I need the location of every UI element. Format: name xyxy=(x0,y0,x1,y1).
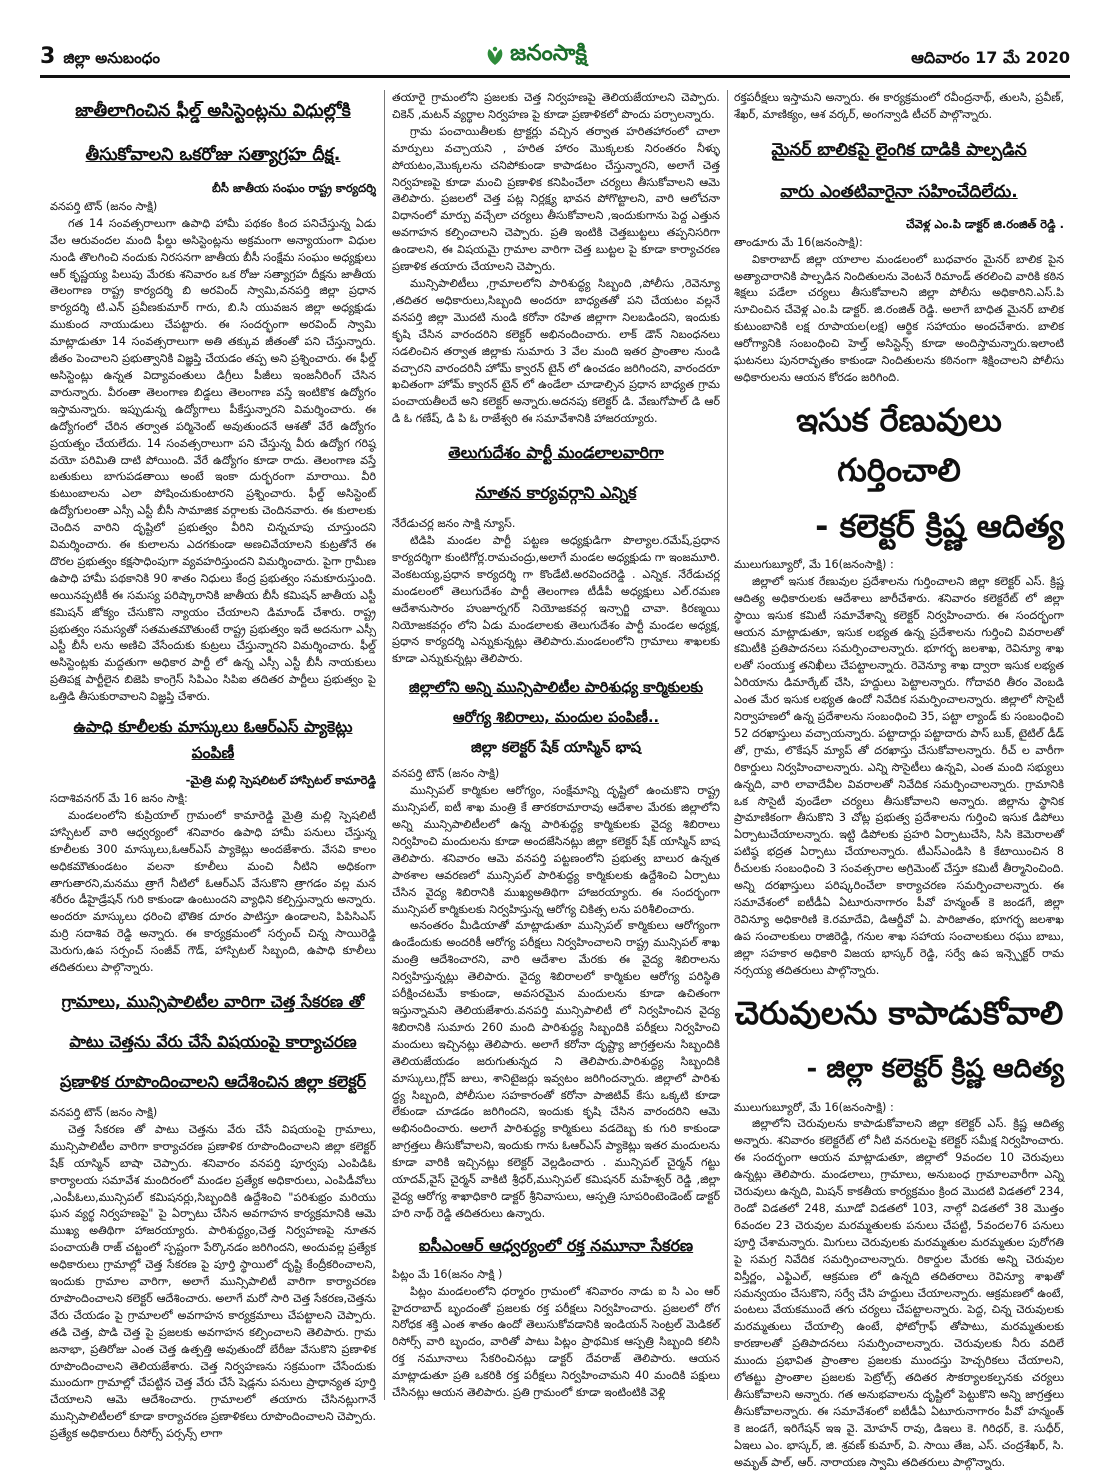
article-body: గ్రామ పంచాయితీలకు ట్రాక్టర్లు వచ్చిన తర్వాత హరితహారంలో చాలా మార్పులు వచ్చాయని , హరిత హారం మొక్కలకు నిరంతరం నీళ్ళు పోయటం,మొక్కలను చనిపోకుండా కాపాడటం చేస్తున్నారని, అలాగే చెత్త నిర్వహణపై కూడా మంచి ప్రణాళిక కనిపించేలా చర్యలు తీసుకోవాలని ఆమె తెలిపారు. ప్రజలలో చెత్త పట్ల నిర్లక్ష్య భావన పోగొట్టాలని, వారి ఆలోచనా విధానంలో మార్పు వచ్చేలా చర్యలు తీసుకోవాలని ,ఇందుకుగాను పెద్ద ఎత్తున అవగాహన కల్పించాలని చెప్పారు. ప్రతి ఇంటికి చెత్తబుట్టలు తప్పనిసరిగా ఉండాలని, ఈ విషయమై గ్రామాల వారిగా చెత్త బుట్టల పై కూడా కార్యాచరణ ప్రణాళిక తయారు చేయాలని చెప్పారు. xyxy=(392,124,720,274)
article-body: పిట్లం మండలంలోని ధర్మారం గ్రామంలో శనివారం నాడు ఐ సి ఎం ఆర్ హైదరాబాద్ బృందంతో ప్రజలకు రక్త పరీక్షలు నిర్వహించారు. ప్రజలలో రోగ నిరోధక శక్తి ఎంత శాతం ఉందో తెలుసుకోవడానికి ఇండియన్ సెంట్రల్ మెడికల్ రిసోర్స్ వారి బృందం, వారితో పాటు పిట్లం ప్రాథమిక ఆస్పత్రి సిబ్బంది కలిసి రక్త నమూనాలు సేకరించినట్లు డాక్టర్ దేవరాజ్ తెలిపారు. ఆయన మాట్లాడుతూ ప్రతి ఒకరికి రక్త పరీక్షలు నిర్వహించామని 40 మందికి పక్షులు చేసినట్లు ఆయన తెలిపారు. ప్రతి గ్రామంలో కూడా ఇంటింటికి వెళ్లి xyxy=(392,1284,720,1400)
article-headline: ఆరోగ్య శిబిరాలు, మందుల పంపిణీ.. xyxy=(452,710,660,727)
article-sanitation-continued xyxy=(392,90,720,428)
article-dateline: ములుగుబ్యూరో, మే 16(జనంసాక్షి) : xyxy=(734,557,894,571)
article-ponds xyxy=(734,988,1064,1471)
article-health-camps xyxy=(392,676,720,1222)
article-body: జిల్లాలోని చెరువులను కాపాడుకోవాలని జిల్లా కలెక్టర్ ఎస్. క్రిష్ణ ఆదిత్య అన్నారు. శనివారం కలెక్టరేట్ లో నీటి వనరులపై కలెక్టర్ సమీక్ష నిర్వహించారు. ఈ సందర్భంగా ఆయన మాట్లాడుతూ, జిల్లాలో 9వందల 10 చెరువులు ఉన్నట్లు తెలిపారు. మండలాలు, గ్రామాలు, అనుబంధ గ్రామాలవారీగా ఎన్ని చెరువులు ఉన్నది, మిషన్ కాకతీయ కార్యక్రమం క్రింద మొదటి విడతలో 234, రెండో విడతలో 248, మూడో విడతలో 103, నాల్గో విడతలో 38 మొత్తం 6వందల 23 చెరువుల మరమ్మతులకు పనులు చేపట్టి, 5వందల76 పనులు పూర్తి చేశామన్నారు. మిగులు చెరువులకు మరమ్మతుల మరమ్మతుల పురోగతి పై సమగ్ర నివేదిక సమర్పించాలన్నారు. రికార్డుల మేరకు అన్ని చెరువుల విస్తీర్ణం, ఎఫ్టిఎల్, ఆక్రమణ లో ఉన్నది తదితరాలు రెవిన్యూ శాఖతో సమన్వయం చేసుకొని, సర్వే చేసి హద్దులు చేయాలన్నారు. ఆక్రమణలో ఉంటే, పంటలు వేయకముందే తగు చర్యలు చేపట్టాలన్నారు. పెద్ద, చిన్న చెరువులకు మరమ్మతులు చేయాల్సి ఉంటే, ఫోటోగ్రాఫ్ తోపాటు, మరమ్మతులకు కారణాలతో ప్రతిపాదనలు సమర్పించాలన్నారు. చెరువులకు నీరు వదిలే ముందు ప్రభావిత ప్రాంతాల ప్రజలకు ముందస్తు హెచ్చరికలు చేయాలని, లోతట్టు ప్రాంతాల ప్రజలకు పెట్రోల్స్ తదితర సౌకర్యాలకల్పనకు చర్యలు తీసుకోవాలని అన్నారు. గత అనుభవాలను దృష్టిలో పెట్టుకొని అన్ని జాగ్రత్తలు తీసుకోవాలన్నారు. ఈ సమావేశంలో ఐటీడీఏ ఏటూరునాగారం పీవో హన్మంత్ కె జండగే, ఇరిగేషన్ ఇఇ వై. మోహన్ రావు, డిఇలు కె. గిరిధర్, కె. సుధీర్, ఏఇలు ఎం. భాస్కర్, జి. శ్రవణ్ కుమార్, వి. సాయి తేజ, ఎస్. చంద్రశేఖర్, సి. అమృత్ పాల్, ఆర్. నారాయణ స్వామి తదితరులు పాల్గొన్నారు. xyxy=(734,1117,1064,1469)
article-dateline: ములుగుబ్యూరో, మే 16(జనంసాక్షి) : xyxy=(734,1100,894,1114)
article-dateline: సదాశివనగర్ మే 16 జనం సాక్షి: xyxy=(50,792,188,805)
article-dateline: వనపర్తి టౌన్ (జనం సాక్షి) xyxy=(50,1105,158,1119)
article-body: మున్సిపల్ కార్మికుల ఆరోగ్యం, సంక్షేమాన్ని దృష్టిలో ఉంచుకొని రాష్ట్ర మున్సిపల్, ఐటీ శాఖ మంత్రి కే తారకరామారావు ఆదేశాల మేరకు జిల్లాలోని అన్ని మున్సిపాలిటీలలో ఉన్న పారిశుద్ధ్య కార్మికులకు వైద్య శిబిరాలు నిర్వహించి మందులను కూడా అందజేసినట్లు జిల్లా కలెక్టర్ షేక్ యాస్మిన్ బాష తెలిపారు. శనివారం ఆమె వనపర్తి పట్టణంలోని ప్రభుత్వ బాలుర ఉన్నత పాఠశాల ఆవరణలో మున్సిపల్ పారిశుద్ధ్య కార్మికులకు ఉద్దేశించి ఏర్పాటు చేసిన వైద్య శిబిరానికి ముఖ్యఅతిథిగా హాజరయ్యారు. ఈ సందర్భంగా మున్సిపల్ కార్మికులకు నిర్వహిస్తున్న ఆరోగ్య చికిత్స లను పరిశీలించారు. xyxy=(392,784,720,916)
page-header xyxy=(40,38,1070,78)
article-dateline: వనపర్తి టౌన్ (జనం సాక్షి) xyxy=(392,767,500,781)
article-headline: నూతన కార్యవర్గాని ఎన్నిక xyxy=(475,483,637,503)
column-left xyxy=(50,90,376,1441)
article-byline: బీసీ జాతీయ సంఘం రాష్ట్ర కార్యదర్శి xyxy=(211,181,376,195)
column-divider xyxy=(384,90,385,1400)
article-minor-girl xyxy=(734,132,1064,387)
article-headline: ఉపాధి కూలీలకు మాస్కులు ఓఆర్ఎస్ ప్యాకెట్లు పంపిణీ xyxy=(73,718,353,763)
article-body: చెత్త సేకరణ తో పాటు చెత్తను వేరు చేసే విషయంపై గ్రామాలు, మున్సిపాలిటీల వారిగా కార్యాచరణ ప్రణాళిక రూపొందించాలని జిల్లా కలెక్టర్ షేక్ యాస్మిన్ బాషా చెప్పారు. శనివారం వనపర్తి పూర్వపు ఎంపిడిఓ కార్యాలయ సమావేశ మందిరంలో మండల ప్రత్యేక అధికారులు, ఎంపిడీవోలు ,ఎంపీఓలు,మున్సిపల్ కమిషనర్లు,సిబ్బందికి ఉద్దేశించి "పరిశుభ్రం మరియు ఘన వ్యర్థ నిర్వహణపై" పై ఏర్పాటు చేసిన అవగాహన కార్యక్రమానికి ఆమె ముఖ్య అతిథిగా హాజరయ్యారు. పారిశుద్ధ్యం,చెత్త నిర్వహణపై నూతన పంచాయతీ రాజ్ చట్టంలో స్పష్టంగా పేర్కొనడం జరిగిందని, అందువల్ల ప్రత్యేక అధికారులు గ్రామాల్లో చెత్త సేకరణ పై పూర్తి స్థాయిలో దృష్టి కేంద్రీకరించాలని, ఇందుకు గ్రామాల వారిగా, అలాగే మున్సిపాలిటీ వారిగా కార్యాచరణ రూపొందించాలని కలెక్టర్ ఆదేశించారు. అలాగే మరో సారి చెత్త సేకరణ,చెత్తను వేరు చేయడం పై గ్రామాలలో అవగాహన కార్యక్రమాలు చేపట్టాలని చెప్పారు. తడి చెత్త, పొడి చెత్త పై ప్రజలకు అవగాహన కల్పించాలని తెలిపారు. గ్రామ జనాభా, ప్రతిరోజు ఎంత చెత్త ఉత్పత్తి అవుతుందో బేరీజు వేసుకొని ప్రణాళిక రూపొందించాలని తెలియజేశారు. చెత్త నిర్వహణను సక్రమంగా చేసేందుకు ముందుగా గ్రామాల్లో చేపట్టిన చెత్త వేరు చేసే షెడ్లను పనులు ప్రాధాన్యత పూర్తి చేయాలని ఆమె ఆదేశించారు. గ్రామాలలో తయారు చేసినట్లుగానే మున్సిపాలిటీలలో కూడా కార్యాచరణ ప్రణాళికలు రూపొందించాలని చెప్పారు. ప్రత్యేక అధికారులు రీసోర్స్ పర్సన్స్ లాగా xyxy=(50,1122,376,1441)
article-headline: వారు ఎంతటివారైనా సహించేదిలేదు. xyxy=(780,181,1018,202)
article-dateline: పిట్లం మే 16(జనం సాక్షి ) xyxy=(392,1267,503,1281)
header-left xyxy=(40,44,160,75)
section-name: జిల్లా అనుబంధం xyxy=(63,49,160,67)
article-headline: తీసుకోవాలని ఒకరోజు సత్యాగ్రహ దీక్ష. xyxy=(85,145,341,165)
page-number: 3 xyxy=(40,44,56,69)
article-headline: జిల్లాలోని అన్ని మున్సిపాలిటీల పారిశుధ్య కార్మికులకు xyxy=(409,680,703,697)
article-headline: ఇసుక రేణువులు గుర్తించాలి xyxy=(796,400,1002,489)
article-blood-samples xyxy=(392,1231,720,1402)
article-headline: జాతీలాగించిన ఫీల్డ్ అసిస్టెంట్లను విధుల్లోకి xyxy=(75,101,351,121)
article-body: మున్సిపాలిటీలు ,గ్రామాలలోని పారిశుద్ధ్య సిబ్బంది ,పోలీసు ,రెవెన్యూ ,తదితర అధికారులు,సిబ్బంది అందరూ బాధ్యతతో పని చేయటం వల్లనే వనపర్తి జిల్లా మొదటి నుండి కరోనా రహిత జిల్లాగా నిలబడిందని, ఇందుకు కృషి చేసిన వారందరిని కలెక్టర్ అభినందించారు. లాక్ డౌన్ నిబంధనలు సడలించిన తర్వాత జిల్లాకు సుమారు 3 వేల మంది ఇతర ప్రాంతాల నుండి వచ్చారని వారందరినీ హోమ్ క్వారన్ టైన్ లో ఉంచడం జరిగిందని, వారందరూ ఖచితంగా హోమ్ క్వారన్ టైన్ లో ఉండేలా చూడాల్సిన ప్రధాన బాధ్యత గ్రామ పంచాయతీలదే అని కలెక్టర్ అన్నారు.అదనపు కలెక్టర్ డి. వేణుగోపాల్ డి ఆర్ డి ఓ గణేష్, డి పి ఓ రాజేశ్వరి ఈ సమావేశానికి హాజరయ్యారు. xyxy=(392,276,720,426)
article-sand xyxy=(734,395,1064,980)
article-body: వికారాబాద్ జిల్లా యాలాల మండలంలో బుధవారం మైనర్ బాలిక పైన అత్యాచారానికి పాల్పడిన నిందితులను వెంటనే రిమాండ్ తరలించి వారికి కఠిన శిక్షలు పడేలా చర్యలు తీసుకోవాలని జిల్లా పోలీసు అధికారిని.ఎస్.పి సూచించిన చేవెళ్ల ఎం.పి డాక్టర్. జి.రంజిత్ రెడ్డి. అలాగే బాధిత మైనర్ బాలిక కుటుంబానికి లక్ష రూపాయల(లక్ష) ఆర్థిక సహాయం అందచేశారు. బాలిక ఆరోగ్యానికి సంబంధించి హెల్త్ అసిస్టెన్స్ కూడా అందిస్తామన్నారు.ఇలాంటి ఘటనలు పునరావృతం కాకుండా నిందితులను కఠినంగా శిక్షించాలని పోలీసు అధికారులను ఆయన కోరడం జరిగింది. xyxy=(734,252,1064,384)
article-field-assistants xyxy=(50,92,376,706)
article-byline: జిల్లా కలెక్టర్ షేక్ యాస్మిన్ భాష xyxy=(471,740,641,757)
issue-date: ఆదివారం 17 మే 2020 xyxy=(911,48,1070,67)
article-headline: చెరువులను కాపాడుకోవాలి xyxy=(734,993,1064,1032)
article-headline: ఐసీఎంఆర్ ఆధ్వర్యంలో రక్త నమూనా సేకరణ xyxy=(418,1235,694,1255)
article-body: రక్తపరీక్షలు ఇస్తామని అన్నారు. ఈ కార్యక్రమంలో రవీంద్రనాథ్, తులసి, ప్రవీణ్, శేఖర్, మాణిక్యం, ఆశ వర్కర్, అంగన్వాడి టీచర్ పాల్గొన్నారు. xyxy=(734,91,1064,121)
article-tdp xyxy=(392,436,720,668)
article-byline: చేవెళ్ల ఎం.పి డాక్టర్ జి.రంజిత్ రెడ్డి . xyxy=(905,216,1064,231)
article-headline: - జిల్లా కలెక్టర్ క్రిష్ణ ఆదిత్య xyxy=(806,1053,1064,1084)
article-dateline: నేరేడుచర్ల జనం సాక్షి న్యూస్. xyxy=(392,517,516,531)
article-dateline: తాండూరు మే 16(జనంసాక్షి): xyxy=(734,235,863,249)
article-body: జిల్లాలో ఇసుక రేణువుల ప్రదేశాలను గుర్తించాలని జిల్లా కలెక్టర్ ఎస్. క్రిష్ణ ఆదిత్య అధికారులకు ఆదేశాలు జారీచేశారు. శనివారం కలెక్టరేట్ లో జిల్లా స్థాయి ఇసుక కమిటీ సమావేశాన్ని కలెక్టర్ నిర్వహించారు. ఈ సందర్భంగా ఆయన మాట్లాడుతూ, ఇసుక లభ్యత ఉన్న ప్రదేశాలను గుర్తించి వివరాలతో కమిటీకి ప్రతిపాదనలు సమర్పించాలన్నారు. భూగర్భ జలశాఖ, రెవిన్యూ శాఖ లతో సంయుక్త తనిఖీలు చేపట్టాలన్నారు. రెవెన్యూ శాఖ ద్వారా ఇసుక లభ్యత ఏరియాను డిమార్కేట్ చేసి, హద్దులు పెట్టాలన్నారు. గోదావరి తీరం వెంబడి ఎంత మేర ఇసుక లభ్యత ఉందో నివేదిక సమర్పించాలన్నారు. జిల్లాలో సొసైటీ నిర్వాహణలో ఉన్న ప్రదేశాలను సంబంధించి 35, పట్టా ల్యాండ్ కు సంబంధించి 52 దరఖాస్తులు వచ్చాయన్నారు. పట్టాదార్లు పట్టాదారు పాస్ బుక్, టైటిల్ డీడ్ తో, గ్రామ, లొకేషన్ మ్యాప్ తో దరఖాస్తు చేసుకోవాలన్నారు. రీచ్ ల వారీగా రికార్డులు నిర్వహించాలన్నారు. ఎన్ని సొసైటీలు ఉన్నవి, ఎంత మంది సభ్యులు ఉన్నది, వారి లావాదేవీల వివరాలతో నివేదిక సమర్పించాలన్నారు. గ్రామానికి ఒక సొసైటీ వుండేలా చర్యలు తీసుకోవాలని అన్నారు. జిల్లాను స్థానిక ప్రామాణికంగా తీసుకొని 3 చోట్ల ప్రభుత్వ ప్రదేశాలను గుర్తించి ఇసుక డిపోలు ఏర్పాటుచేయాలన్నారు. ఇట్టి డిపోలకు ప్రహరి ఏర్పాటుచేసి, సిసి కెమెరాలతో పటిష్ఠ భద్రత ఏర్పాటు చేయాలన్నారు. టీఎస్ఎండిసి కి కేటాయించిన 8 రీచులకు సంబంధించి 3 సంవత్సరాల అగ్రిమెంట్ చేస్తూ కమిటీ తీర్మానించింది. అన్ని దరఖాస్తులు పరిష్కరించేలా కార్యాచరణ సమర్పించాలన్నారు. ఈ సమావేశంలో ఐటీడీఏ ఏటూరునాగారం పీవో హన్మంత్ కె జండగే, జిల్లా రెవిన్యూ అధికారిణి కె.రమాదేవి, డిఆర్డీవో ఏ. పారిజాతం, భూగర్భ జలశాఖ ఉప సంచాలకులు రాజిరెడ్డి, గనుల శాఖ సహాయ సంచాలకులు రఘు బాబు, జిల్లా సహకార అధికారి విజయ భాస్కర్ రెడ్డి, సర్వే ఉప ఇన్స్పెక్టర్ రామ నర్సయ్య తదితరులు పాల్గొన్నారు. xyxy=(734,574,1064,977)
article-headline: ప్రణాళిక రూపొందించాలని ఆదేశించిన జిల్లా కలెక్టర్ xyxy=(59,1071,367,1091)
article-blood-samples-continued xyxy=(734,90,1064,124)
article-headline: - కలెక్టర్ క్రిష్ణ ఆదిత్య xyxy=(815,506,1064,545)
article-headline: పాటు చెత్తను వేరు చేసే విషయంపై కార్యాచరణ xyxy=(69,1031,357,1051)
masthead-logo-icon xyxy=(484,45,506,67)
masthead-title: జనంసాక్షి xyxy=(510,41,587,66)
column-divider xyxy=(727,90,728,1400)
article-body: మండలంలోని కుప్రియాల్ గ్రామంలో కామారెడ్డి మైత్రి మల్లి స్పెషలిటీ హాస్పిటల్ వారి ఆధ్వర్యంలో శనివారం ఉపాధి హామీ పనులు చేస్తున్న కూలీలకు 300 మాస్కులు,ఓఆర్ఎస్ ప్యాకెట్లు అందజేశారు. వేసవి కాలం అధికమౌతుండటం వలనా కూలీలు మంచి నీటిని అధికంగా తాగుతారని,మనము త్రాగే నీటిలో ఓఆర్ఎస్ వేసుకొని త్రాగడం వల్ల మన శరీరం డీహైడ్రేషన్ గురి కాకుండా ఉంటుందని వ్యాధిని కల్పిస్తున్నారు అన్నారు. అందరూ మాస్కులు ధరించి భౌతిక దూరం పాటిస్తూ ఉండాలని, పిపిసిఎస్ మర్రి సదాశివ రెడ్డి అన్నారు. ఈ కార్యక్రమంలో సర్పంచ్ చిన్న సాయిరెడ్డి మెరుగు,ఉప సర్పంచ్ సంజీవ్ గౌడ్, హాస్పిటల్ సిబ్బంది, ఉపాధి కూలీలు తదితరులు పాల్గొన్నారు. xyxy=(50,808,376,975)
article-body: తయారై గ్రామంలోని ప్రజలకు చెత్త నిర్వహణపై తెలియజేయాలని చెప్పారు. చికెన్ ,మటన్ వ్యర్థాల నిర్వహణ పై కూడా ప్రణాళికలో పొందు పర్చాలన్నారు. xyxy=(392,91,720,121)
column-middle xyxy=(392,90,720,1400)
masthead xyxy=(484,41,587,75)
article-byline: -మైత్రి మల్లి స్పెషలిటల్ హాస్పిటల్ కామారెడ్డి xyxy=(185,773,376,788)
article-body: గత 14 సంవత్సరాలుగా ఉపాధి హామీ పథకం కింద పనిచేస్తున్న ఏడు వేల ఆరువందల మంది ఫీల్డు అసిస్టెంట్లను అక్రమంగా అన్యాయంగా విధుల నుండి తొలగించి నందుకు నిరసనగా జాతీయ బీసీ సంక్షేమ సంఘం అధ్యక్షులు ఆర్ కృష్ణయ్య పిలుపు మేరకు శనివారం ఒక రోజు సత్యాగ్రహ దీక్షను జాతీయ తెలంగాణ రాష్ట్ర కార్యదర్శి బి అరవింద్ స్వామి,వనపర్తి జిల్లా ప్రధాన కార్యదర్శి టి.ఎన్ ప్రవీణకుమార్ గారు, బి.సి యువజన జిల్లా అధ్యక్షుడు ముకుంద నాయుడులు చేపట్టారు. ఈ సందర్భంగా అరవింద్ స్వామి మాట్లాడుతూ 14 సంవత్సరాలుగా అతి తక్కువ జీతంతో పని చేస్తున్నారు. జీతం పెంచాలని ప్రభుత్వానికి విజ్ఞప్తి చేయడం తప్ప అని ప్రశ్నించారు. ఈ ఫీల్డ్ అసిస్టెంట్లు ఉన్నత విద్యావంతులు డిగ్రీలు పీజీలు ఇంజనీరింగ్ చేసిన వారున్నారు. వీరంతా తెలంగాణ బిడ్డలు తెలంగాణ వస్తే ఇంటికొక ఉద్యోగం ఇస్తామన్నారు. ఇప్పుడున్న ఉద్యోగాలు పీకేస్తున్నారని విమర్శించారు. ఈ ఉద్యోగంలో చేరిన తర్వాత పర్మినెంట్ అవుతుందనే ఆశతో వేరే ఉద్యోగం ప్రయత్నం చేయలేదు. 14 సంవత్సరాలుగా పని చేస్తున్న వీరు ఉద్యోగ గరిష్ఠ వయో పరిమితి దాటి పోయింది. వేరే ఉద్యోగం కూడా రాదు. తెలంగాణ వస్తే బతుకులు బాగుపడతాయి అంటే ఇంకా దుర్భరంగా మారాయి. వీరి కుటుంబాలను ఎలా పోషించుకుంటారని ప్రశ్నించారు. ఫీల్డ్ అసిస్టెంట్ ఉద్యోగులంతా ఎస్సీ ఎస్టీ బీసీ సామాజిక వర్గాలకు చెందినవారు. ఈ కులాలకు చెందిన వారిని దృష్టిలో ప్రభుత్వం వీరిని చిన్నచూపు చూస్తుందని విమర్శించారు. ఈ కులాలను ఎదగకుండా అణచివేయాలని కుట్రతోనే ఈ దొరల ప్రభుత్వం కక్షసాధింపుగా వ్యవహరిస్తుందని విమర్శించారు. పైగా గ్రామీణ ఉపాధి హామీ పథకానికి 90 శాతం నిధులు కేంద్ర ప్రభుత్వం సమకూరుస్తుంది. అయినప్పటికీ ఈ సమస్య పరిష్కారానికి జాతీయ బీసీ కమిషన్ జాతీయ ఎస్టీ కమిషన్ జోక్యం చేసుకొని న్యాయం చేయాలని డిమాండ్ చేశారు. రాష్ట్ర ప్రభుత్వం సమస్యతో సతమతమౌతుంటే రాష్ట్ర ప్రభుత్వం ఇదే అదనుగా ఎస్సీ ఎస్టీ బీసీ లను అణిచి వేసేందుకు కుట్రలు చేస్తున్నారని విమర్శించారు. ఫీల్డ్ అసిస్టెంట్లకు మద్దతుగా అధికార పార్టీ లో ఉన్న ఎస్సీ ఎస్టీ బీసీ నాయకులు ప్రతిపక్ష పార్టీలైన బిజెపి కాంగ్రెస్ సిపిఎం సిపిఐ తదితర పార్టీలు ప్రభుత్వం పై ఒత్తిడి తీసుకురావాలని విజ్ఞప్తి చేశారు. xyxy=(50,216,376,704)
article-body: టిడిపి మండల పార్టీ పట్టణ అధ్యక్షుడిగా పొల్యాల.రమేష్,ప్రధాన కార్యదర్శిగా కుంటిగోర్ల.రామచంద్రు,అలాగే మండల అధ్యక్షుడు గా ఇంజమూరి. వెంకటయ్య,ప్రధాన కార్యదర్శి గా కొండేటి.అరవిందరెడ్డి . ఎన్నిక. నేరేడుచర్ల మండలంలో తెలుగుదేశం పార్టీ తెలంగాణ టీడీపీ అధ్యక్షులు ఎల్.రమణ ఆదేశానుసారం హుజూర్నగర్ నియోజకవర్గ ఇన్చార్జి చావా. కిరణ్మయి నియోజకవర్గం లోని ఏడు మండలాలకు తెలుగుదేశం పార్టీ మండల అధ్యక్ష, ప్రధాన కార్యదర్శి ఎన్నుకున్నట్లు తెలిపారు.మండలంలోని గ్రామాలు శాఖలకు కూడా ఎన్నుకున్నట్లు తెలిపారు. xyxy=(392,534,720,666)
article-headline: తెలుగుదేశం పార్టీ మండలాలవారిగా xyxy=(448,443,664,463)
article-headline: మైనర్ బాలికపై లైంగిక దాడికి పాల్పడిన xyxy=(771,139,1027,160)
article-headline: గ్రామాలు, మున్సిపాలిటీల వారిగా చెత్త సేకరణ తో xyxy=(61,991,365,1011)
article-sanitation xyxy=(50,985,376,1443)
article-body: అనంతరం మీడియాతో మాట్లాడుతూ మున్సిపల్ కార్మికులు ఆరోగ్యంగా ఉండేందుకు అందరికీ ఆరోగ్య పరీక్షలు నిర్వహించాలని రాష్ట్ర మున్సిపల్ శాఖ మంత్రి ఆదేశించారని, వారి ఆదేశాల మేరకు ఈ వైద్య శిబిరాలను నిర్వహిస్తున్నట్లు తెలిపారు. వైద్య శిబిరాలలో కార్మికుల ఆరోగ్య పరిస్థితి పరీక్షించటమే కాకుండా, అవసరమైన మందులను కూడా ఉచితంగా ఇస్తున్నామని తెలియజేశారు.వనపర్తి మున్సిపాలిటీ లో నిర్వహించిన వైద్య శిబిరానికి సుమారు 260 మంది పారిశుద్ధ్య సిబ్బందికి పరీక్షలు నిర్వహించి మందులు ఇచ్చినట్లు తెలిపారు. అలాగే కరోనా దృష్ట్యా జాగ్రత్తలను సిబ్బందికి తెలియజేయడం జరుగుతున్నద ని తెలిపారు.పారిశుద్ధ్య సిబ్బందికి మాస్కులు,గ్లోవ్ జులు, శానిటైజర్లు ఇవ్వటం జరిగిందన్నారు. జిల్లాలో పారిశు ద్ధ్య సిబ్బంది, పోలీసుల సహకారంతో కరోనా పాజిటివ్ కేసు ఒక్కటి కూడా లేకుండా చూడడం జరిగిందని, ఇందుకు కృషి చేసిన వారందరిని ఆమె అభినందించారు. అలాగే పారిశుద్ధ్య కార్మికులు వడదెబ్బ కు గురి కాకుండా జాగ్రత్తలు తీసుకోవాలని, ఇందుకు గాను ఓఆర్ఎస్ ప్యాకెట్లు ఇతర మందులను కూడా వారికి ఇచ్చినట్లు కలెక్టర్ వెల్లడించారు . మున్సిపల్ చైర్మన్ గట్టు యాదవ్,వైస్ చైర్మన్ వాకిటి శ్రీధర్,మున్సిపల్ కమిషనర్ మహేశ్వర్ రెడ్డి ,జిల్లా వైద్య ఆరోగ్య శాఖాధికారి డాక్టర్ శ్రీనివాసులు, ఆస్పత్రి సూపరింటెండెంట్ డాక్టర్ హరి నాథ్ రెడ్డి తదితరులు ఉన్నారు. xyxy=(392,919,720,1220)
article-dateline: వనపర్తి టౌన్ (జనం సాక్షి) xyxy=(50,199,158,213)
article-masks xyxy=(50,714,376,977)
column-right xyxy=(734,90,1064,1469)
